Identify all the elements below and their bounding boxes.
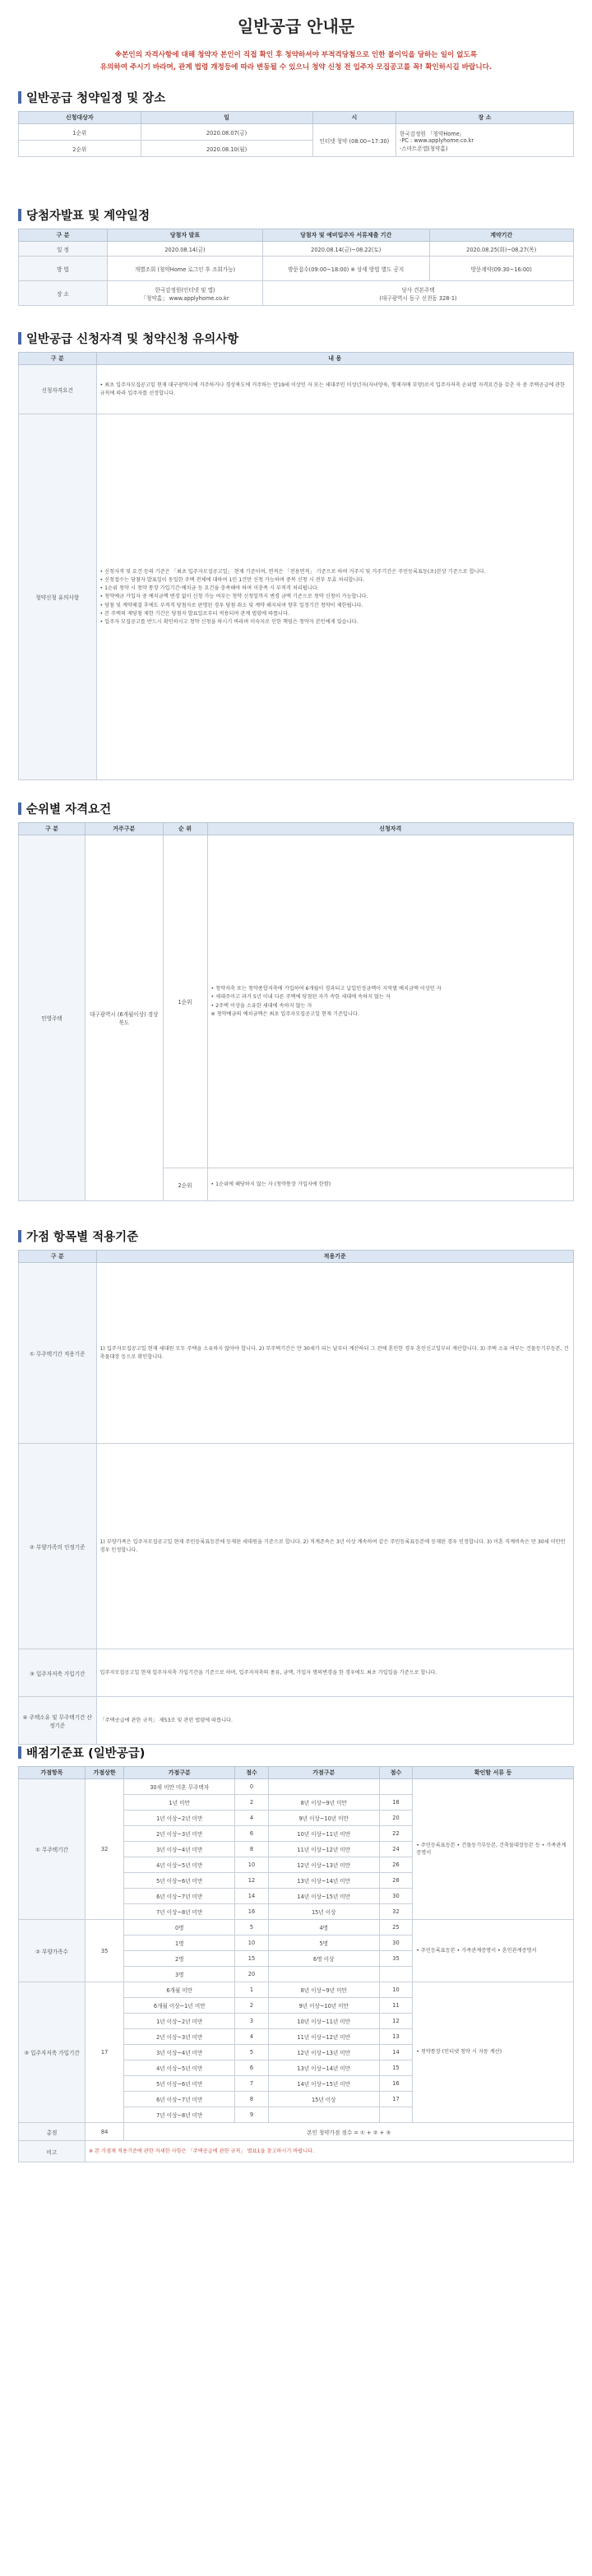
points-cell: 10	[379, 1982, 413, 1998]
col-header: 신청대상자	[19, 112, 141, 124]
list-item: • 세대주이고 과거 5년 이내 다른 주택에 당첨된 자가 속한 세대에 속하지 않는 자	[210, 994, 391, 1001]
points-cell: 26	[379, 1857, 413, 1873]
table-cell: 개별조회 (청약Home 로그인 후 조회가능)	[108, 257, 263, 281]
list-item: • 본 주택의 재당첨 제한 기간은 당첨자 발표일로부터 적용되며 관계 법령에 따릅니다.	[99, 610, 289, 617]
col-header: 가점구분	[268, 1767, 379, 1779]
place-line: 「청약홈」 www.applyhome.co.kr	[141, 294, 229, 302]
list-item: • 1순위 청약 시 청약 통장 가입기간·예치금 등 요건을 충족해야 하며 미충족 시 부적격 처리됩니다.	[99, 585, 319, 592]
row-label: 장 소	[19, 281, 108, 306]
place-line: 한국감정원 「청약Home」	[400, 130, 465, 137]
table-cell: 2020.08.14(금)~08.22(토)	[263, 242, 430, 257]
points-cell: 12	[379, 2014, 413, 2029]
points-cell: 14	[235, 1889, 269, 1904]
points-cell: 16	[235, 1904, 269, 1920]
doc-cell: • 주민등록표등본 • 건물등기부등본, 건축물대장등본 등 • 가족관계증명서	[413, 1779, 574, 1920]
list-item: • 입주자 모집공고를 반드시 확인하시고 청약 신청을 하시기 바라며 미숙지로 인한 책임은 청약자 본인에게 있습니다.	[99, 619, 358, 625]
points-cell: 9	[235, 2107, 269, 2123]
schedule-table	[18, 111, 574, 157]
col-header: 구 분	[19, 353, 97, 365]
criteria-cell: 6년 이상~7년 미만	[124, 2092, 235, 2107]
points-cell: 35	[379, 1951, 413, 1967]
points-cell: 24	[379, 1842, 413, 1857]
points-cell: 10	[235, 1857, 269, 1873]
criteria-cell: 12년 이상~13년 미만	[268, 2045, 379, 2060]
list-item: • 신청접수는 당첨자 발표일이 동일한 주택 전체에 대하여 1인 1건만 신청 가능하며 중복 신청 시 전부 무효 처리합니다.	[99, 576, 365, 583]
points-cell: 17	[379, 2092, 413, 2107]
col-header: 계약기간	[429, 229, 574, 242]
doc-cell: • 주민등록표등본 • 가족관계증명서 • 혼인관계증명서	[413, 1920, 574, 1982]
section-eligibility	[18, 330, 574, 800]
col-header: 장 소	[396, 112, 574, 124]
criteria-cell: 9년 이상~10년 미만	[268, 1811, 379, 1826]
total-note: 본인 청약가점 점수 = ① + ② + ③	[124, 2123, 574, 2141]
table-cell: 1) 입주자모집공고일 현재 세대원 모두 주택을 소유하지 않아야 합니다. 2) 무주택기간은 만 30세가 되는 날부터 계산하되 그 전에 혼인한 경우 혼인신고일부터 계산합니다. 3) 주택 소유 여부는 건물등기부등본, 건축물대장 등으로 확인합니다.	[96, 1263, 574, 1444]
points-cell: 3	[235, 2014, 269, 2029]
doc-cell: • 청약통장 (인터넷 청약 시 자동 계산)	[413, 1982, 574, 2123]
criteria-cell: 0명	[124, 1920, 235, 1935]
table-cell: 2020.08.14(금)	[108, 242, 263, 257]
criteria-cell: 3명	[124, 1967, 235, 1982]
col-header: 거주구분	[86, 823, 164, 835]
score-body	[19, 1779, 574, 2123]
points-cell: 1	[235, 1982, 269, 1998]
col-header: 가점구분	[124, 1767, 235, 1779]
criteria-cell	[268, 2107, 379, 2123]
place-line: -PC : www.applyhome.co.kr	[400, 136, 474, 144]
eligibility-table	[18, 352, 574, 780]
col-header: 구 분	[19, 1251, 97, 1263]
points-cell: 11	[379, 1998, 413, 2014]
criteria-cell: 1년 미만	[124, 1795, 235, 1811]
section-schedule	[18, 89, 574, 206]
row-label: 청약신청 유의사항	[19, 414, 97, 780]
warning-notice	[18, 49, 574, 74]
points-cell	[379, 1779, 413, 1795]
section-title: 순위별 자격요건	[18, 800, 574, 817]
criteria-cell: 8년 이상~9년 미만	[268, 1982, 379, 1998]
col-header: 내 용	[96, 353, 574, 365]
criteria-cell: 1년 이상~2년 미만	[124, 1811, 235, 1826]
rank-table	[18, 822, 574, 1201]
group-max: 35	[86, 1920, 124, 1982]
row-label: 신청자격요건	[19, 365, 97, 414]
group-label: ② 부양가족수	[19, 1920, 86, 1982]
points-cell: 12	[235, 1873, 269, 1889]
criteria-cell: 11년 이상~12년 미만	[268, 1842, 379, 1857]
points-cell: 8	[235, 2092, 269, 2107]
criteria-cell: 10년 이상~11년 미만	[268, 2014, 379, 2029]
table-cell: 방문계약(09:30~16:00)	[429, 257, 574, 281]
points-cell: 15	[235, 1951, 269, 1967]
points-cell: 15	[379, 2060, 413, 2076]
table-cell: 2020.08.07(금)	[141, 124, 312, 141]
page-title: 일반공급 안내문	[237, 16, 355, 36]
criteria-cell: 5년 이상~6년 미만	[124, 1873, 235, 1889]
criteria-cell: 14년 이상~15년 미만	[268, 1889, 379, 1904]
criteria-cell	[268, 1779, 379, 1795]
criteria-cell: 5명	[268, 1935, 379, 1951]
table-row	[19, 1920, 574, 1935]
criteria-cell: 4년 이상~5년 미만	[124, 1857, 235, 1873]
points-cell: 0	[235, 1779, 269, 1795]
points-cell: 4	[235, 2029, 269, 2045]
warning-line: ※본인의 자격사항에 대해 청약자 본인이 직접 확인 후 청약하셔야 부적격당첨으로 인한 불이익을 당하는 일이 없도록	[114, 51, 478, 59]
criteria-cell: 9년 이상~10년 미만	[268, 1998, 379, 2014]
place-line: 한국감정원(인터넷 및 앱)	[155, 286, 215, 294]
points-cell: 22	[379, 1826, 413, 1842]
criteria-cell: 7년 이상~8년 미만	[124, 2107, 235, 2123]
col-header: 점수	[379, 1767, 413, 1779]
list-item: • 2주택 이상을 소유한 세대에 속하지 않는 자	[210, 1002, 312, 1009]
row-label: 일 정	[19, 242, 108, 257]
notes-cell	[96, 414, 574, 780]
points-cell: 20	[379, 1811, 413, 1826]
criteria-cell: 30세 미만 미혼 무주택자	[124, 1779, 235, 1795]
col-header: 당첨자 및 예비입주자 서류제출 기간	[263, 229, 430, 242]
col-header: 당첨자 발표	[108, 229, 263, 242]
table-cell: 인터넷 청약 (08:00~17:30)	[312, 124, 395, 157]
criteria-cell: 2년 이상~3년 미만	[124, 2029, 235, 2045]
points-cell: 20	[235, 1967, 269, 1982]
announce-table	[18, 229, 574, 306]
note-label: 비고	[19, 2141, 86, 2162]
criteria-cell: 7년 이상~8년 미만	[124, 1904, 235, 1920]
criteria-cell: 5년 이상~6년 미만	[124, 2076, 235, 2092]
criteria-cell: 13년 이상~14년 미만	[268, 1873, 379, 1889]
score-table	[18, 1766, 574, 2162]
col-header: 시	[312, 112, 395, 124]
criteria-cell: 6개월 이상~1년 미만	[124, 1998, 235, 2014]
table-cell: 2순위	[163, 1168, 207, 1201]
points-cell	[379, 2107, 413, 2123]
points-cell: 8	[235, 1842, 269, 1857]
section-criteria	[18, 1228, 574, 1744]
points-cell	[379, 1967, 413, 1982]
list-item: • 청약저축 또는 청약종합저축에 가입하여 6개월이 경과되고 납입인정금액이 지역별 예치금액 이상인 자	[210, 986, 442, 992]
place-cell	[396, 124, 574, 157]
points-cell: 30	[379, 1889, 413, 1904]
points-cell: 30	[379, 1935, 413, 1951]
group-max: 17	[86, 1982, 124, 2123]
points-cell: 5	[235, 2045, 269, 2060]
row-label: ② 부양가족의 인정기준	[19, 1444, 97, 1649]
list-item: • 청약예금 가입자 중 예치금액 변경 없이 신청 가능 여부는 청약 신청일까지 변경 금액 기준으로 청약 신청이 가능합니다.	[99, 594, 368, 600]
row-label: ③ 입주자저축 가입기간	[19, 1649, 97, 1697]
criteria-cell: 12년 이상~13년 미만	[268, 1857, 379, 1873]
points-cell: 2	[235, 1795, 269, 1811]
section-title: 일반공급 청약일정 및 장소	[18, 89, 574, 106]
col-header: 순 위	[163, 823, 207, 835]
criteria-cell: 2명	[124, 1951, 235, 1967]
criteria-cell: 1년 이상~2년 미만	[124, 2014, 235, 2029]
points-cell: 28	[379, 1873, 413, 1889]
col-header: 확인할 서류 등	[413, 1767, 574, 1779]
points-cell: 14	[379, 2045, 413, 2060]
table-cell: 대구광역시 (6개월이상) 경상북도	[86, 835, 164, 1201]
points-cell: 7	[235, 2076, 269, 2092]
group-label: ③ 입주자저축 가입기간	[19, 1982, 86, 2123]
col-header: 점수	[235, 1767, 269, 1779]
group-label: ① 무주택기간	[19, 1779, 86, 1920]
table-cell: 「주택공급에 관한 규칙」 제53조 및 관련 법령에 따릅니다.	[96, 1697, 574, 1745]
table-cell: 2020.08.25(화)~08.27(목)	[429, 242, 574, 257]
criteria-cell: 11년 이상~12년 미만	[268, 2029, 379, 2045]
note-text: ※ 본 가점제 적용기준에 관한 자세한 사항은 「주택공급에 관한 규칙」 별표1을 참고하시기 바랍니다.	[86, 2141, 574, 2162]
table-cell: 2020.08.10(월)	[141, 141, 312, 157]
place-line: -스마트폰앱(청약홈)	[400, 145, 448, 152]
section-title: 당첨자발표 및 계약일정	[18, 206, 574, 224]
criteria-cell: 3년 이상~4년 미만	[124, 1842, 235, 1857]
col-header: 구 분	[19, 229, 108, 242]
points-cell: 32	[379, 1904, 413, 1920]
points-cell: 6	[235, 1826, 269, 1842]
place-line: 당사 견본주택	[401, 286, 435, 294]
section-title: 가점 항목별 적용기준	[18, 1228, 574, 1245]
table-cell: 1) 부양가족은 입주자모집공고일 현재 주민등록표등본에 등재된 세대원을 기준으로 합니다. 2) 직계존속은 3년 이상 계속하여 같은 주민등록표등본에 등재된 경우 인정합니다. 3) 미혼 직계비속은 만 30세 미만인 경우 인정합니다.	[96, 1444, 574, 1649]
row-label: 민영주택	[19, 835, 86, 1201]
table-cell: 입주자모집공고일 현재 입주자저축 가입기간을 기준으로 하며, 입주자저축의 종류, 금액, 가입자 명의변경을 한 경우에도 최초 가입일을 기준으로 합니다.	[96, 1649, 574, 1697]
criteria-cell: 6명 이상	[268, 1951, 379, 1967]
criteria-cell: 6개월 미만	[124, 1982, 235, 1998]
col-header: 가점항목	[19, 1767, 86, 1779]
points-cell: 10	[235, 1935, 269, 1951]
criteria-cell: 14년 이상~15년 미만	[268, 2076, 379, 2092]
total-label: 총점	[19, 2123, 86, 2141]
list-item: • 신청자격 및 요건 등의 기준은 「최초 입주자모집공고일」 현재 기준이며, 면적은 「전용면적」 기준으로 하며 거주지 및 거주기간은 주민등록표등(초)본상 기준으로 합니다.	[99, 568, 486, 575]
table-cell: • 최초 입주자모집공고일 현재 대구광역시에 거주하거나 경상북도에 거주하는 만19세 이상인 자 또는 세대주인 미성년자(자녀양육, 형제자매 부양)로서 입주자저축 순위별 자격요건을 갖춘 자 중 주택공급에 관한 규칙에 따라 입주자를 선정합니다.	[96, 365, 574, 414]
row-label: ① 무주택기간 적용기준	[19, 1263, 97, 1444]
criteria-cell	[268, 1967, 379, 1982]
points-cell: 2	[235, 1998, 269, 2014]
criteria-cell: 4년 이상~5년 미만	[124, 2060, 235, 2076]
row-label: 방 법	[19, 257, 108, 281]
points-cell: 5	[235, 1920, 269, 1935]
criteria-cell: 13년 이상~14년 미만	[268, 2060, 379, 2076]
criteria-cell: 15년 이상	[268, 2092, 379, 2107]
table-cell: 1순위	[163, 835, 207, 1168]
notes-cell	[207, 835, 574, 1168]
points-cell: 4	[235, 1811, 269, 1826]
criteria-cell: 6년 이상~7년 미만	[124, 1889, 235, 1904]
table-cell: 2순위	[19, 141, 141, 157]
table-row	[19, 1982, 574, 1998]
criteria-cell: 8년 이상~9년 미만	[268, 1795, 379, 1811]
criteria-cell: 2년 이상~3년 미만	[124, 1826, 235, 1842]
notes-list	[211, 985, 571, 1018]
points-cell: 16	[379, 2076, 413, 2092]
section-title: 배점기준표 (일반공급)	[18, 1744, 574, 1761]
points-cell: 6	[235, 2060, 269, 2076]
section-rank	[18, 800, 574, 1228]
table-cell	[108, 281, 263, 306]
place-line: (대구광역시 동구 신천동 328-1)	[379, 294, 457, 302]
warning-line: 유의하여 주시기 바라며, 관계 법령 개정등에 따라 변동될 수 있으니 청약 신청 전 입주자 모집공고를 꼭! 확인하시길 바랍니다.	[99, 63, 493, 72]
section-title: 일반공급 신청자격 및 청약신청 유의사항	[18, 330, 574, 347]
notes-list	[100, 568, 571, 626]
points-cell: 25	[379, 1920, 413, 1935]
list-item: ※ 청약예금의 예치금액은 최초 입주자모집공고일 현재 기준입니다.	[210, 1011, 359, 1017]
col-header: 신청자격	[207, 823, 574, 835]
criteria-table	[18, 1250, 574, 1745]
table-cell: • 1순위에 해당하지 않는 자 (청약통장 가입자에 한함)	[207, 1168, 574, 1201]
col-header: 가점상한	[86, 1767, 124, 1779]
criteria-cell: 10년 이상~11년 미만	[268, 1826, 379, 1842]
section-score	[18, 1744, 574, 2162]
row-label: ④ 주택소유 및 무주택기간 산정기준	[19, 1697, 97, 1745]
col-header: 적용기준	[96, 1251, 574, 1263]
group-max: 32	[86, 1779, 124, 1920]
table-cell	[263, 281, 574, 306]
points-cell: 18	[379, 1795, 413, 1811]
section-announce	[18, 206, 574, 330]
table-cell: 방문접수(09:00~18:00) ※ 상세 방법 별도 공지	[263, 257, 430, 281]
table-row	[19, 1779, 574, 1795]
points-cell: 13	[379, 2029, 413, 2045]
criteria-cell: 3년 이상~4년 미만	[124, 2045, 235, 2060]
col-header: 일	[141, 112, 312, 124]
criteria-cell: 1명	[124, 1935, 235, 1951]
table-cell: 1순위	[19, 124, 141, 141]
criteria-cell: 4명	[268, 1920, 379, 1935]
total-max: 84	[86, 2123, 124, 2141]
criteria-cell: 15년 이상	[268, 1904, 379, 1920]
col-header: 구 분	[19, 823, 86, 835]
list-item: • 당첨 및 계약체결 후에도 부적격 당첨자로 판명된 경우 당첨 취소 및 계약 해지되며 향후 일정기간 청약이 제한됩니다.	[99, 602, 363, 608]
